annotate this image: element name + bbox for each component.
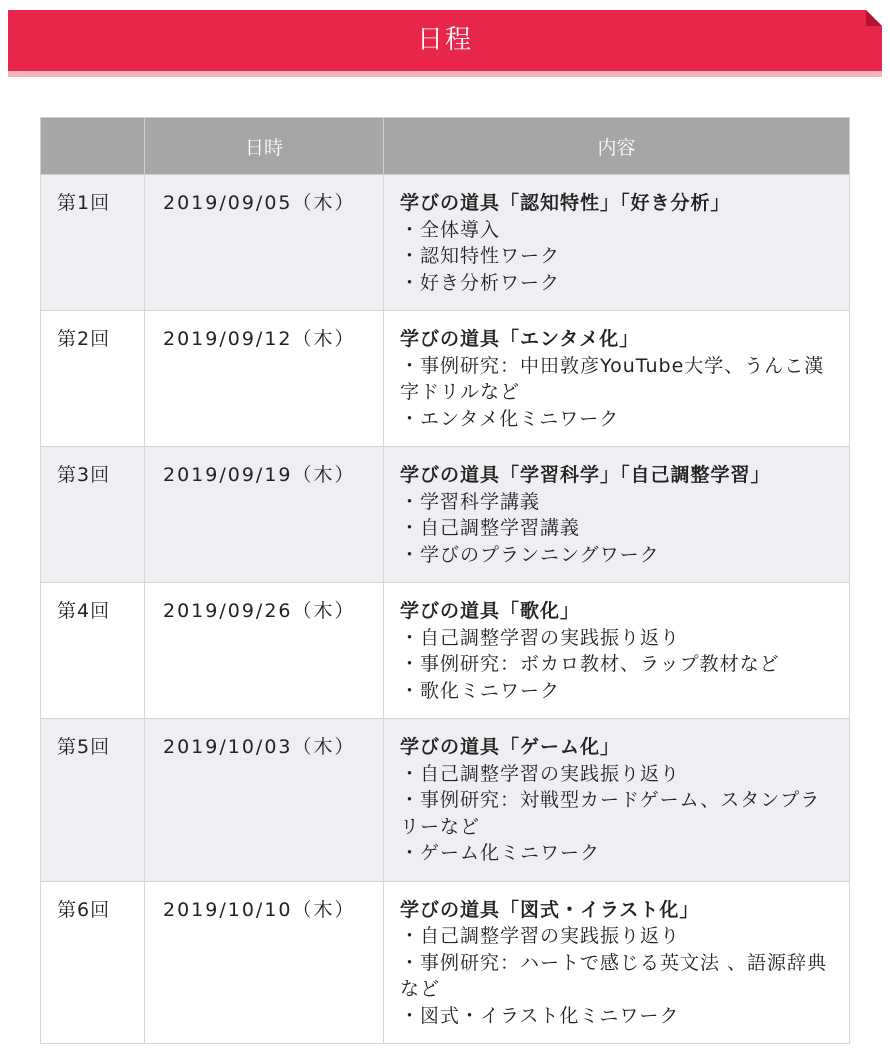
- session-date: 2019/09/26（木）: [145, 583, 384, 719]
- session-content: [384, 881, 850, 1044]
- session-date: 2019/10/10（木）: [145, 881, 384, 1044]
- session-content-item: ・自己調整学習の実践振り返り: [400, 925, 681, 947]
- table-row: [41, 583, 850, 719]
- session-date: 2019/09/12（木）: [145, 311, 384, 447]
- session-number: 第3回: [41, 447, 145, 583]
- header-cell-datetime: 日時: [145, 118, 384, 175]
- header-cell-session: [41, 118, 145, 175]
- session-content-item: ・学習科学講義: [400, 490, 541, 513]
- session-content-item: ・全体導入: [400, 218, 501, 241]
- session-title: 学びの道具「認知特性」「好き分析」: [400, 192, 731, 214]
- session-content: [384, 583, 850, 719]
- session-content-item: ・好き分析ワーク: [400, 271, 561, 294]
- session-content: [384, 311, 850, 447]
- session-content-item: ・自己調整学習の実践振り返り: [400, 762, 681, 785]
- session-number: 第4回: [41, 583, 145, 719]
- session-content-item: ・事例研究：ボカロ教材、ラップ教材など: [400, 653, 780, 675]
- session-content: [384, 447, 850, 583]
- session-content-item: ・歌化ミニワーク: [400, 679, 561, 702]
- table-header-row: [41, 118, 850, 175]
- session-content: [384, 175, 850, 311]
- session-title: 学びの道具「ゲーム化」: [400, 736, 621, 758]
- session-content-item: ・ゲーム化ミニワーク: [400, 842, 601, 864]
- session-content-item: ・学びのプランニングワーク: [400, 543, 660, 566]
- session-content-item: ・自己調整学習講義: [400, 517, 581, 539]
- schedule-section-header: [8, 10, 882, 76]
- session-content-item: ・エンタメ化ミニワーク: [400, 407, 620, 430]
- header-corner-fold: [866, 10, 882, 26]
- session-content-item: ・事例研究：対戦型カードゲーム、スタンプラリーなど: [400, 789, 821, 838]
- session-content-item: ・認知特性ワーク: [400, 245, 561, 267]
- session-content-item: ・図式・イラスト化ミニワーク: [400, 1004, 680, 1027]
- session-number: 第1回: [41, 175, 145, 311]
- session-number: 第2回: [41, 311, 145, 447]
- session-date: 2019/09/05（木）: [145, 175, 384, 311]
- table-row: [41, 175, 850, 311]
- table-row: [41, 311, 850, 447]
- session-number: 第5回: [41, 719, 145, 882]
- session-date: 2019/10/03（木）: [145, 719, 384, 882]
- session-title: 学びの道具「学習科学」「自己調整学習」: [400, 464, 771, 486]
- table-body: [41, 175, 850, 1044]
- table-row: [41, 881, 850, 1044]
- session-number: 第6回: [41, 881, 145, 1044]
- header-shadow: [8, 71, 882, 77]
- table-row: [41, 719, 850, 882]
- schedule-table: [40, 117, 850, 1044]
- session-date: 2019/09/19（木）: [145, 447, 384, 583]
- session-title: 学びの道具「歌化」: [400, 600, 581, 622]
- session-content-item: ・自己調整学習の実践振り返り: [400, 626, 681, 649]
- header-cell-content: 内容: [384, 118, 850, 175]
- session-content-item: ・事例研究：ハートで感じる英文法 、語源辞典など: [400, 951, 828, 1000]
- session-title: 学びの道具「図式・イラスト化」: [400, 898, 700, 921]
- table-row: [41, 447, 850, 583]
- section-title: 日程: [416, 25, 473, 55]
- session-content-item: ・事例研究：中田敦彦YouTube大学、うんこ漢字ドリルなど: [400, 354, 825, 403]
- session-title: 学びの道具「エンタメ化」: [400, 328, 640, 350]
- session-content: [384, 719, 850, 882]
